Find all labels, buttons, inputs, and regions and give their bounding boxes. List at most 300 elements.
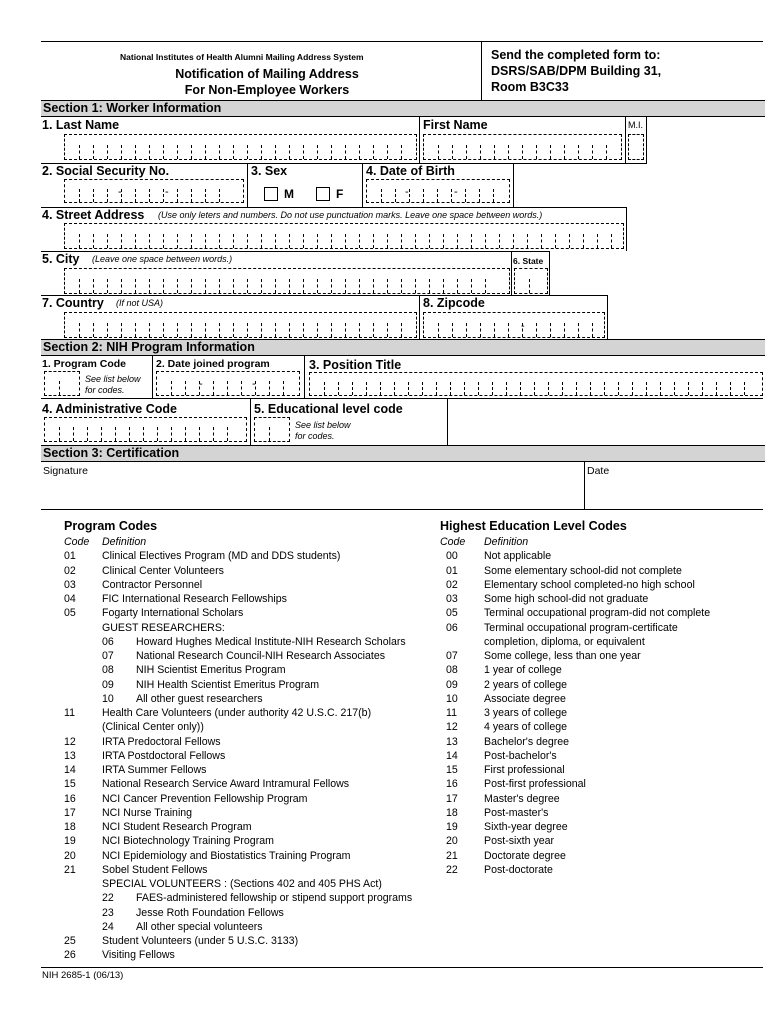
- comb-tick: [269, 381, 270, 395]
- code-value: 02: [64, 564, 76, 577]
- admin-code-label: 4. Administrative Code: [42, 402, 177, 416]
- sex-female-checkbox[interactable]: [316, 187, 330, 201]
- sub-code-value: 08: [102, 664, 114, 677]
- form-title: Notification of Mailing Address: [175, 67, 359, 81]
- comb-tick: [79, 279, 80, 293]
- row-line: [41, 295, 608, 296]
- list-item: [58, 635, 412, 649]
- comb-tick: [171, 427, 172, 441]
- code-value: [58, 891, 102, 905]
- list-item: [440, 863, 710, 877]
- comb-tick: [227, 427, 228, 441]
- comb-tick: [564, 323, 565, 337]
- comb-tick: [93, 189, 94, 202]
- dob-input[interactable]: [366, 179, 510, 203]
- comb-tick: [135, 323, 136, 337]
- comb-tick: [674, 382, 675, 395]
- comb-tick: [345, 323, 346, 337]
- comb-tick: [121, 234, 122, 248]
- definition-value: Post-doctorate: [484, 863, 553, 876]
- street-input[interactable]: [64, 223, 624, 249]
- list-item: [58, 720, 412, 734]
- comb-tick: [317, 323, 318, 337]
- comb-tick: [275, 279, 276, 293]
- comb-tick: [508, 323, 509, 337]
- code-value: 22: [446, 863, 458, 876]
- comb-tick: [205, 145, 206, 159]
- comb-tick: [135, 145, 136, 159]
- list-item: [58, 663, 412, 677]
- program-codes-title: Program Codes: [64, 519, 158, 533]
- comb-tick: [338, 382, 339, 395]
- comb-tick: [219, 145, 220, 159]
- comb-tick: [135, 189, 136, 202]
- comb-tick: [79, 189, 80, 202]
- comb-tick: [129, 427, 130, 441]
- list-item: [440, 763, 710, 777]
- code-value: [58, 635, 102, 649]
- comb-tick: [466, 323, 467, 337]
- list-item: [58, 934, 412, 948]
- list-item: [58, 549, 412, 563]
- definition-value: 3 years of college: [484, 707, 568, 719]
- comb-tick: [550, 323, 551, 337]
- comb-tick: [479, 189, 480, 202]
- definition-value: Associate degree: [484, 692, 566, 705]
- list-item: [58, 877, 412, 891]
- comb-tick: [163, 189, 164, 202]
- zip-label: 8. Zipcode: [423, 296, 485, 310]
- ssn-label: 2. Social Security No.: [42, 164, 170, 178]
- edu-code-label: 5. Educational level code: [254, 402, 403, 416]
- comb-tick: [401, 323, 402, 337]
- comb-tick: [101, 427, 102, 441]
- code-value: 20: [446, 835, 458, 848]
- comb-tick: [247, 234, 248, 248]
- comb-tick: [465, 189, 466, 202]
- comb-tick: [688, 382, 689, 395]
- comb-tick: [261, 323, 262, 337]
- sub-code-value: 07: [102, 650, 114, 662]
- comb-tick: [191, 323, 192, 337]
- education-codes-list: [440, 535, 710, 877]
- list-item: [58, 592, 412, 606]
- comb-tick: [716, 382, 717, 395]
- code-value: 04: [64, 593, 76, 605]
- comb-tick: [135, 234, 136, 248]
- row-line: [41, 251, 549, 252]
- comb-tick: [345, 145, 346, 159]
- code-value: [58, 678, 102, 692]
- divider: [549, 251, 550, 295]
- comb-tick: [269, 427, 270, 441]
- code-value: 12: [446, 721, 458, 734]
- comb-tick: [275, 323, 276, 337]
- code-value: 05: [64, 607, 76, 620]
- date-joined-input[interactable]: [156, 371, 300, 396]
- sex-label: 3. Sex: [251, 164, 288, 178]
- code-value: 14: [446, 749, 458, 762]
- comb-tick: [93, 323, 94, 337]
- form-number: NIH 2685-1 (06/13): [42, 970, 124, 981]
- send-line-3: Room B3C33: [491, 80, 569, 94]
- list-item: [440, 578, 710, 592]
- definition-value: All other guest researchers: [136, 692, 263, 705]
- definition-value: Some high school-did not graduate: [484, 593, 649, 605]
- list-item: [440, 735, 710, 749]
- code-value: 13: [446, 735, 458, 748]
- system-name: National Institutes of Health Alumni Mailing Address System: [120, 52, 364, 62]
- country-note: (If not USA): [116, 298, 164, 308]
- list-item: [58, 948, 412, 962]
- comb-tick: [191, 145, 192, 159]
- comb-tick: [191, 279, 192, 293]
- definition-value: Student Volunteers (under 5 U.S.C. 3133): [102, 935, 299, 947]
- comb-tick: [401, 279, 402, 293]
- definition-value: NCI Biotechnology Training Program: [102, 835, 274, 848]
- definition-header: Definition: [484, 536, 529, 548]
- top-border: [41, 41, 763, 42]
- comb-tick: [345, 279, 346, 293]
- list-item: [440, 806, 710, 820]
- sex-male-checkbox[interactable]: [264, 187, 278, 201]
- comb-tick: [219, 234, 220, 248]
- comb-tick: [107, 189, 108, 202]
- code-value: 18: [64, 821, 76, 833]
- comb-tick: [205, 279, 206, 293]
- comb-tick: [352, 382, 353, 395]
- comb-tick: [415, 234, 416, 248]
- comb-tick: [381, 189, 382, 202]
- comb-tick: [494, 323, 495, 337]
- comb-tick: [592, 323, 593, 337]
- comb-tick: [149, 323, 150, 337]
- comb-tick: [592, 145, 593, 159]
- definition-value: First professional: [484, 764, 565, 776]
- form-subtitle: For Non-Employee Workers: [184, 83, 350, 97]
- zip-input[interactable]: [423, 312, 605, 338]
- comb-tick: [219, 189, 220, 202]
- definition-value: SPECIAL VOLUNTEERS : (Sections 402 and 405 PHS Act): [102, 878, 382, 890]
- comb-tick: [359, 234, 360, 248]
- program-code-label: 1. Program Code: [42, 358, 127, 370]
- list-item: [58, 692, 412, 706]
- admin-code-input[interactable]: [44, 417, 247, 442]
- comb-tick: [303, 234, 304, 248]
- comb-tick: [499, 234, 500, 248]
- comb-tick: [163, 234, 164, 248]
- list-item: [58, 906, 412, 920]
- comb-tick: [149, 189, 150, 202]
- comb-tick: [121, 145, 122, 159]
- comb-tick: [451, 189, 452, 202]
- position-title-input[interactable]: [309, 372, 763, 396]
- comb-tick: [562, 382, 563, 395]
- list-item: [58, 649, 412, 663]
- divider: [607, 295, 608, 339]
- definition-value: 4 years of college: [484, 721, 568, 734]
- divider: [513, 163, 514, 207]
- list-item: [440, 635, 710, 649]
- comb-tick: [247, 145, 248, 159]
- comb-tick: [213, 381, 214, 395]
- comb-tick: [79, 145, 80, 159]
- comb-tick: [508, 145, 509, 159]
- definition-value: Howard Hughes Medical Institute-NIH Research Scholars: [136, 635, 406, 648]
- list-item: [58, 763, 412, 777]
- code-value: [58, 720, 102, 734]
- mi-input[interactable]: [628, 134, 644, 160]
- comb-tick: [143, 427, 144, 441]
- comb-tick: [506, 382, 507, 395]
- code-value: 14: [64, 764, 76, 776]
- comb-tick: [423, 189, 424, 202]
- comb-tick: [485, 279, 486, 293]
- comb-tick: [578, 323, 579, 337]
- code-header: Code: [440, 536, 466, 548]
- sex-female-label: F: [336, 187, 344, 201]
- dob-label: 4. Date of Birth: [366, 164, 455, 178]
- comb-tick: [163, 323, 164, 337]
- education-codes-title: Highest Education Level Codes: [440, 519, 627, 533]
- comb-tick: [536, 323, 537, 337]
- comb-tick: [171, 381, 172, 395]
- list-item: [440, 649, 710, 663]
- comb-tick: [522, 145, 523, 159]
- date-field[interactable]: [588, 476, 760, 506]
- ssn-input[interactable]: [64, 179, 244, 203]
- comb-tick: [513, 234, 514, 248]
- code-value: [58, 692, 102, 706]
- comb-tick: [401, 145, 402, 159]
- comb-tick: [438, 323, 439, 337]
- comb-tick: [597, 234, 598, 248]
- list-item: [58, 606, 412, 620]
- last-name-input[interactable]: [64, 134, 417, 160]
- comb-tick: [387, 323, 388, 337]
- comb-tick: [177, 145, 178, 159]
- comb-tick: [261, 145, 262, 159]
- comb-tick: [177, 279, 178, 293]
- sex-male-label: M: [284, 187, 294, 201]
- divider: [447, 398, 448, 445]
- code-value: 21: [446, 849, 458, 862]
- comb-tick: [121, 323, 122, 337]
- edu-code-input[interactable]: [254, 417, 290, 442]
- list-item: [58, 777, 412, 791]
- first-name-label: First Name: [423, 118, 488, 132]
- sub-code-value: 09: [102, 678, 114, 691]
- code-value: 12: [64, 735, 76, 748]
- comb-tick: [457, 279, 458, 293]
- comb-tick: [331, 323, 332, 337]
- sub-code-value: 23: [102, 906, 114, 919]
- definition-value: Terminal occupational program-certificate: [484, 621, 678, 634]
- signature-field[interactable]: [44, 476, 580, 506]
- divider: [646, 117, 647, 163]
- comb-tick: [452, 145, 453, 159]
- comb-tick: [466, 145, 467, 159]
- program-codes-list: [58, 535, 412, 963]
- code-value: 26: [64, 949, 76, 962]
- comb-tick: [241, 381, 242, 395]
- divider: [419, 117, 420, 163]
- code-value: 05: [446, 607, 458, 620]
- code-header: Code: [64, 536, 90, 548]
- comb-tick: [247, 323, 248, 337]
- comb-tick: [149, 145, 150, 159]
- comb-tick: [583, 234, 584, 248]
- comb-tick: [457, 234, 458, 248]
- program-code-note1: See list below: [85, 374, 141, 384]
- comb-tick: [93, 234, 94, 248]
- definition-value: Post-sixth year: [484, 835, 555, 848]
- comb-tick: [660, 382, 661, 395]
- date-dash: -: [199, 378, 203, 390]
- comb-tick: [135, 279, 136, 293]
- list-item: [58, 749, 412, 763]
- list-item: [440, 849, 710, 863]
- definition-value: Master's degree: [484, 792, 560, 805]
- definition-value: completion, diploma, or equivalent: [484, 635, 645, 648]
- code-value: 25: [64, 935, 76, 947]
- comb-tick: [107, 234, 108, 248]
- comb-tick: [485, 234, 486, 248]
- code-value: [440, 635, 484, 649]
- comb-tick: [107, 279, 108, 293]
- comb-tick: [492, 382, 493, 395]
- definition-value: NCI Cancer Prevention Fellowship Program: [102, 792, 308, 805]
- list-item: [58, 678, 412, 692]
- program-codes-header: [58, 535, 412, 549]
- comb-tick: [480, 145, 481, 159]
- country-input[interactable]: [64, 312, 417, 338]
- definition-value: NIH Health Scientist Emeritus Program: [136, 678, 320, 691]
- comb-tick: [59, 427, 60, 441]
- comb-tick: [205, 189, 206, 202]
- code-value: 07: [446, 650, 458, 662]
- comb-tick: [394, 382, 395, 395]
- comb-tick: [87, 427, 88, 441]
- header-divider: [481, 41, 482, 100]
- list-item: [440, 720, 710, 734]
- dob-dash: -: [405, 186, 409, 198]
- list-item: [58, 792, 412, 806]
- comb-tick: [480, 323, 481, 337]
- comb-tick: [191, 234, 192, 248]
- row-line: [41, 398, 763, 399]
- definition-value: Post-master's: [484, 806, 549, 819]
- comb-tick: [73, 427, 74, 441]
- list-item: [440, 792, 710, 806]
- definition-value: Terminal occupational program-did not complete: [484, 607, 711, 620]
- list-item: [440, 777, 710, 791]
- code-value: 20: [64, 849, 76, 862]
- comb-tick: [415, 279, 416, 293]
- send-line-1: Send the completed form to:: [491, 48, 661, 62]
- code-value: 11: [446, 707, 457, 719]
- definition-value: Sobel Student Fellows: [102, 863, 208, 876]
- sub-code-value: 10: [102, 692, 114, 705]
- ssn-dash: -: [165, 186, 169, 198]
- comb-tick: [611, 234, 612, 248]
- code-value: 11: [64, 707, 75, 719]
- first-name-input[interactable]: [423, 134, 622, 160]
- code-value: 01: [446, 564, 458, 577]
- city-input[interactable]: [64, 268, 510, 294]
- definition-value: Post-first professional: [484, 778, 586, 791]
- comb-tick: [464, 382, 465, 395]
- education-codes-header: [440, 535, 710, 549]
- definition-value: 2 years of college: [484, 678, 568, 691]
- state-input[interactable]: [514, 268, 548, 294]
- comb-tick: [205, 323, 206, 337]
- comb-tick: [387, 145, 388, 159]
- list-item: [440, 834, 710, 848]
- divider: [304, 356, 305, 398]
- comb-tick: [452, 323, 453, 337]
- code-value: 15: [64, 778, 76, 791]
- comb-tick: [529, 279, 530, 293]
- comb-tick: [331, 234, 332, 248]
- program-code-note2: for codes.: [85, 385, 125, 395]
- definition-value: Bachelor's degree: [484, 735, 570, 748]
- comb-tick: [331, 145, 332, 159]
- comb-tick: [646, 382, 647, 395]
- list-item: [58, 834, 412, 848]
- list-item: [58, 849, 412, 863]
- comb-tick: [606, 145, 607, 159]
- comb-tick: [534, 382, 535, 395]
- list-item: [58, 578, 412, 592]
- comb-tick: [107, 145, 108, 159]
- list-item: [440, 820, 710, 834]
- date-label: Date: [587, 465, 610, 477]
- divider: [419, 295, 420, 339]
- definition-value: Clinical Electives Program (MD and DDS students): [102, 550, 341, 563]
- definition-value: All other special volunteers: [136, 920, 263, 933]
- comb-tick: [289, 234, 290, 248]
- comb-tick: [373, 145, 374, 159]
- section3-bottom: [41, 509, 763, 510]
- list-item: [440, 549, 710, 563]
- comb-tick: [569, 234, 570, 248]
- comb-tick: [115, 427, 116, 441]
- comb-tick: [107, 323, 108, 337]
- comb-tick: [401, 234, 402, 248]
- list-item: [440, 692, 710, 706]
- divider: [584, 461, 585, 509]
- comb-tick: [548, 382, 549, 395]
- list-item: [58, 820, 412, 834]
- code-value: 06: [446, 621, 458, 634]
- comb-tick: [303, 145, 304, 159]
- comb-tick: [618, 382, 619, 395]
- comb-tick: [331, 279, 332, 293]
- code-value: 16: [64, 792, 76, 805]
- comb-tick: [437, 189, 438, 202]
- definition-value: NIH Scientist Emeritus Program: [136, 664, 286, 677]
- program-code-input[interactable]: [44, 371, 80, 396]
- comb-tick: [373, 323, 374, 337]
- comb-tick: [317, 279, 318, 293]
- comb-tick: [233, 145, 234, 159]
- comb-tick: [261, 234, 262, 248]
- comb-tick: [443, 279, 444, 293]
- definition-value: Elementary school completed-no high school: [484, 578, 695, 591]
- comb-tick: [283, 381, 284, 395]
- definition-value: IRTA Summer Fellows: [102, 764, 207, 776]
